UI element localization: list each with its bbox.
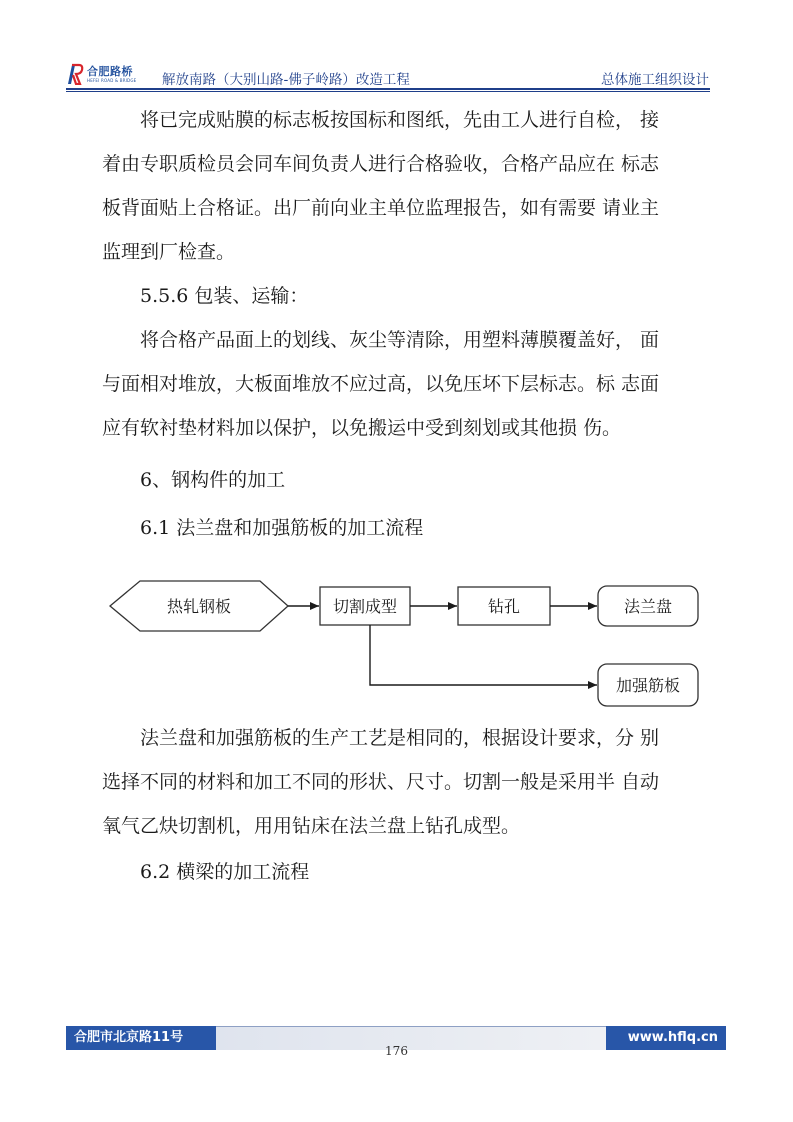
- page-number: 176: [385, 1044, 408, 1058]
- process-flow-diagram: [100, 575, 710, 715]
- paragraph-packaging: [102, 318, 712, 450]
- logo-mark-icon: [66, 63, 84, 85]
- logo-chinese-name: 合肥路桥: [87, 64, 133, 78]
- text-line: 氧气乙炔切割机，用用钻床在法兰盘上钻孔成型。: [102, 815, 521, 837]
- heading-text: 6.1 法兰盘和加强筋板的加工流程: [140, 517, 424, 539]
- flow-node-cutting: [320, 587, 410, 625]
- flow-node-drilling: [458, 587, 550, 625]
- logo-english-name: HEFEI ROAD & BRIDGE: [87, 77, 137, 83]
- flow-node-cutting-label: 切割成型: [332, 597, 398, 616]
- section-heading-6-2: [102, 850, 712, 894]
- text-line: 与面相对堆放，大板面堆放不应过高，以免压坏下层标志。标 志面: [102, 373, 660, 395]
- flow-node-stiffener-label: 加强筋板: [615, 676, 681, 695]
- flow-arrow-branch: [370, 625, 597, 685]
- footer-stripe-line: [216, 1026, 606, 1027]
- footer-address: 合肥市北京路11号: [66, 1026, 216, 1050]
- text-line: 将合格产品面上的划线、灰尘等清除，用塑料薄膜覆盖好， 面: [140, 329, 660, 351]
- flow-node-drilling-label: 钻孔: [487, 597, 521, 616]
- paragraph-inspection: [102, 98, 712, 274]
- heading-text: 6、钢构件的加工: [140, 469, 286, 491]
- company-logo: [66, 62, 136, 86]
- paragraph-process-description: [102, 716, 712, 848]
- section-heading-5-5-6: [102, 274, 712, 318]
- flow-node-flange: [598, 586, 698, 626]
- text-line: 应有软衬垫材料加以保护，以免搬运中受到刻划或其他损 伤。: [102, 417, 622, 439]
- heading-text: 5.5.6 包装、运输：: [140, 285, 309, 307]
- flow-node-start-label: 热轧钢板: [166, 597, 232, 616]
- text-line: 板背面贴上合格证。出厂前向业主单位监理报告，如有需要 请业主: [102, 197, 660, 219]
- section-heading-6-1: [102, 506, 712, 550]
- text-line: 着由专职质检员会同车间负责人进行合格验收，合格产品应在 标志: [102, 153, 660, 175]
- footer-website: www.hflq.cn: [606, 1026, 726, 1050]
- heading-text: 6.2 横梁的加工流程: [140, 861, 310, 883]
- header-rule: [66, 88, 710, 90]
- section-heading-6: [102, 458, 712, 502]
- flow-node-flange-label: 法兰盘: [623, 597, 673, 616]
- project-title: 解放南路（大别山路-佛子岭路）改造工程: [162, 72, 410, 88]
- text-line: 选择不同的材料和加工不同的形状、尺寸。切割一般是采用半 自动: [102, 771, 660, 793]
- flow-node-start: [110, 581, 288, 631]
- document-section: 总体施工组织设计: [601, 72, 709, 88]
- page-header: [0, 0, 793, 92]
- text-line: 法兰盘和加强筋板的生产工艺是相同的，根据设计要求，分 别: [140, 727, 660, 749]
- text-line: 监理到厂检查。: [102, 241, 236, 263]
- header-rule-thin: [66, 91, 710, 92]
- text-line: 将已完成贴膜的标志板按国标和图纸，先由工人进行自检， 接: [140, 109, 660, 131]
- flow-node-stiffener: [598, 664, 698, 706]
